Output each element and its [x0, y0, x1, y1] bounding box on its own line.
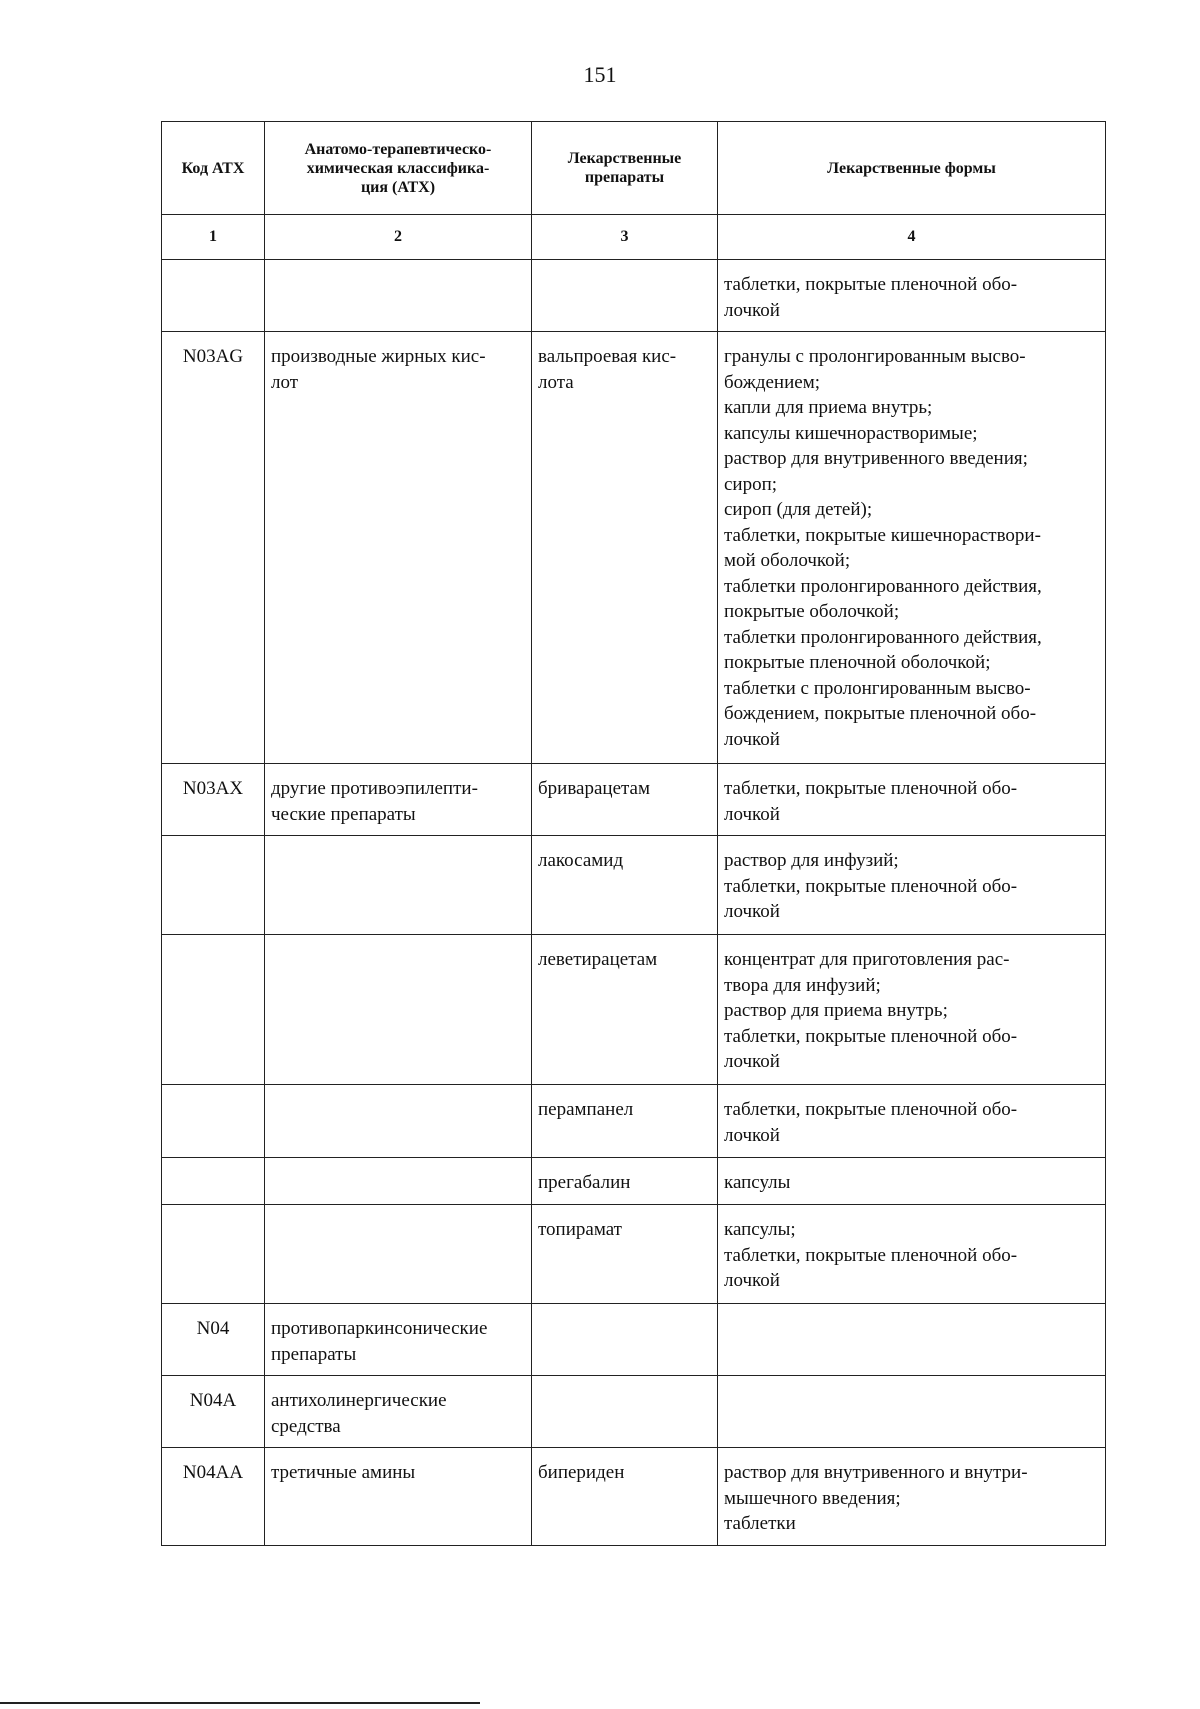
atx-code — [162, 836, 265, 935]
atx-classification: антихолинергические средства — [265, 1376, 532, 1448]
atx-classification — [265, 1085, 532, 1158]
atx-code — [162, 260, 265, 332]
column-number: 2 — [265, 215, 532, 260]
atx-code: N04AA — [162, 1448, 265, 1546]
table-row — [162, 935, 1106, 1085]
atx-code: N03AX — [162, 764, 265, 836]
drug-name: вальпроевая кис- лота — [532, 332, 718, 764]
drug-name — [532, 1304, 718, 1376]
column-number-row — [162, 215, 1106, 260]
atx-classification: третичные амины — [265, 1448, 532, 1546]
atx-classification — [265, 836, 532, 935]
atx-classification: производные жирных кис- лот — [265, 332, 532, 764]
dosage-forms: капсулы; таблетки, покрытые пленочной обо- лочкой — [718, 1205, 1106, 1304]
dosage-forms: капсулы — [718, 1158, 1106, 1205]
table-row — [162, 1448, 1106, 1546]
atx-code: N03AG — [162, 332, 265, 764]
table-row — [162, 1376, 1106, 1448]
atx-classification — [265, 1205, 532, 1304]
atx-classification — [265, 935, 532, 1085]
dosage-forms: гранулы с пролонгированным высво- бождением; капли для приема внутрь; капсулы кишечнорастворимые; раствор для внутривенного введения; сироп; сироп (для детей); таблетки, покрытые кишечнораствори- мой оболочкой; таблетки пролонгированного действия, покрытые оболочкой; таблетки пролонгированного действия, покрытые пленочной оболочкой; таблетки с пролонгированным высво- бождением, покрытые пленочной обо- лочкой — [718, 332, 1106, 764]
dosage-forms — [718, 1376, 1106, 1448]
dosage-forms: раствор для инфузий; таблетки, покрытые пленочной обо- лочкой — [718, 836, 1106, 935]
atx-classification — [265, 1158, 532, 1205]
column-number: 1 — [162, 215, 265, 260]
drug-name — [532, 260, 718, 332]
table-row — [162, 1304, 1106, 1376]
page-number: 151 — [583, 62, 617, 87]
drug-name: бриварацетам — [532, 764, 718, 836]
dosage-forms: концентрат для приготовления рас- твора для инфузий; раствор для приема внутрь; таблетки, покрытые пленочной обо- лочкой — [718, 935, 1106, 1085]
drug-name: лакосамид — [532, 836, 718, 935]
table-row — [162, 260, 1106, 332]
column-number: 4 — [718, 215, 1106, 260]
atx-classification: противопаркинсонические препараты — [265, 1304, 532, 1376]
drug-name: леветирацетам — [532, 935, 718, 1085]
table-row — [162, 1158, 1106, 1205]
drug-name: бипериден — [532, 1448, 718, 1546]
header-forms: Лекарственные формы — [718, 122, 1106, 215]
table-row — [162, 1205, 1106, 1304]
atx-code: N04 — [162, 1304, 265, 1376]
dosage-forms: таблетки, покрытые пленочной обо- лочкой — [718, 260, 1106, 332]
atx-code — [162, 1158, 265, 1205]
atx-code — [162, 935, 265, 1085]
atx-code — [162, 1205, 265, 1304]
table-row — [162, 836, 1106, 935]
dosage-forms: раствор для внутривенного и внутри- мышечного введения; таблетки — [718, 1448, 1106, 1546]
drug-name: перампанел — [532, 1085, 718, 1158]
atx-code — [162, 1085, 265, 1158]
header-classification: Анатомо-терапевтическо- химическая классифика- ция (АТХ) — [265, 122, 532, 215]
table-row — [162, 1085, 1106, 1158]
atx-classification — [265, 260, 532, 332]
atx-code: N04A — [162, 1376, 265, 1448]
header-row — [162, 122, 1106, 215]
drug-name: прегабалин — [532, 1158, 718, 1205]
atx-table — [161, 121, 1106, 1546]
dosage-forms — [718, 1304, 1106, 1376]
atx-classification: другие противоэпилепти- ческие препараты — [265, 764, 532, 836]
header-drugs: Лекарственные препараты — [532, 122, 718, 215]
drug-name: топирамат — [532, 1205, 718, 1304]
dosage-forms: таблетки, покрытые пленочной обо- лочкой — [718, 1085, 1106, 1158]
drug-name — [532, 1376, 718, 1448]
column-number: 3 — [532, 215, 718, 260]
header-code: Код АТХ — [162, 122, 265, 215]
bottom-divider — [0, 1702, 480, 1704]
dosage-forms: таблетки, покрытые пленочной обо- лочкой — [718, 764, 1106, 836]
table-row — [162, 764, 1106, 836]
table-row — [162, 332, 1106, 764]
